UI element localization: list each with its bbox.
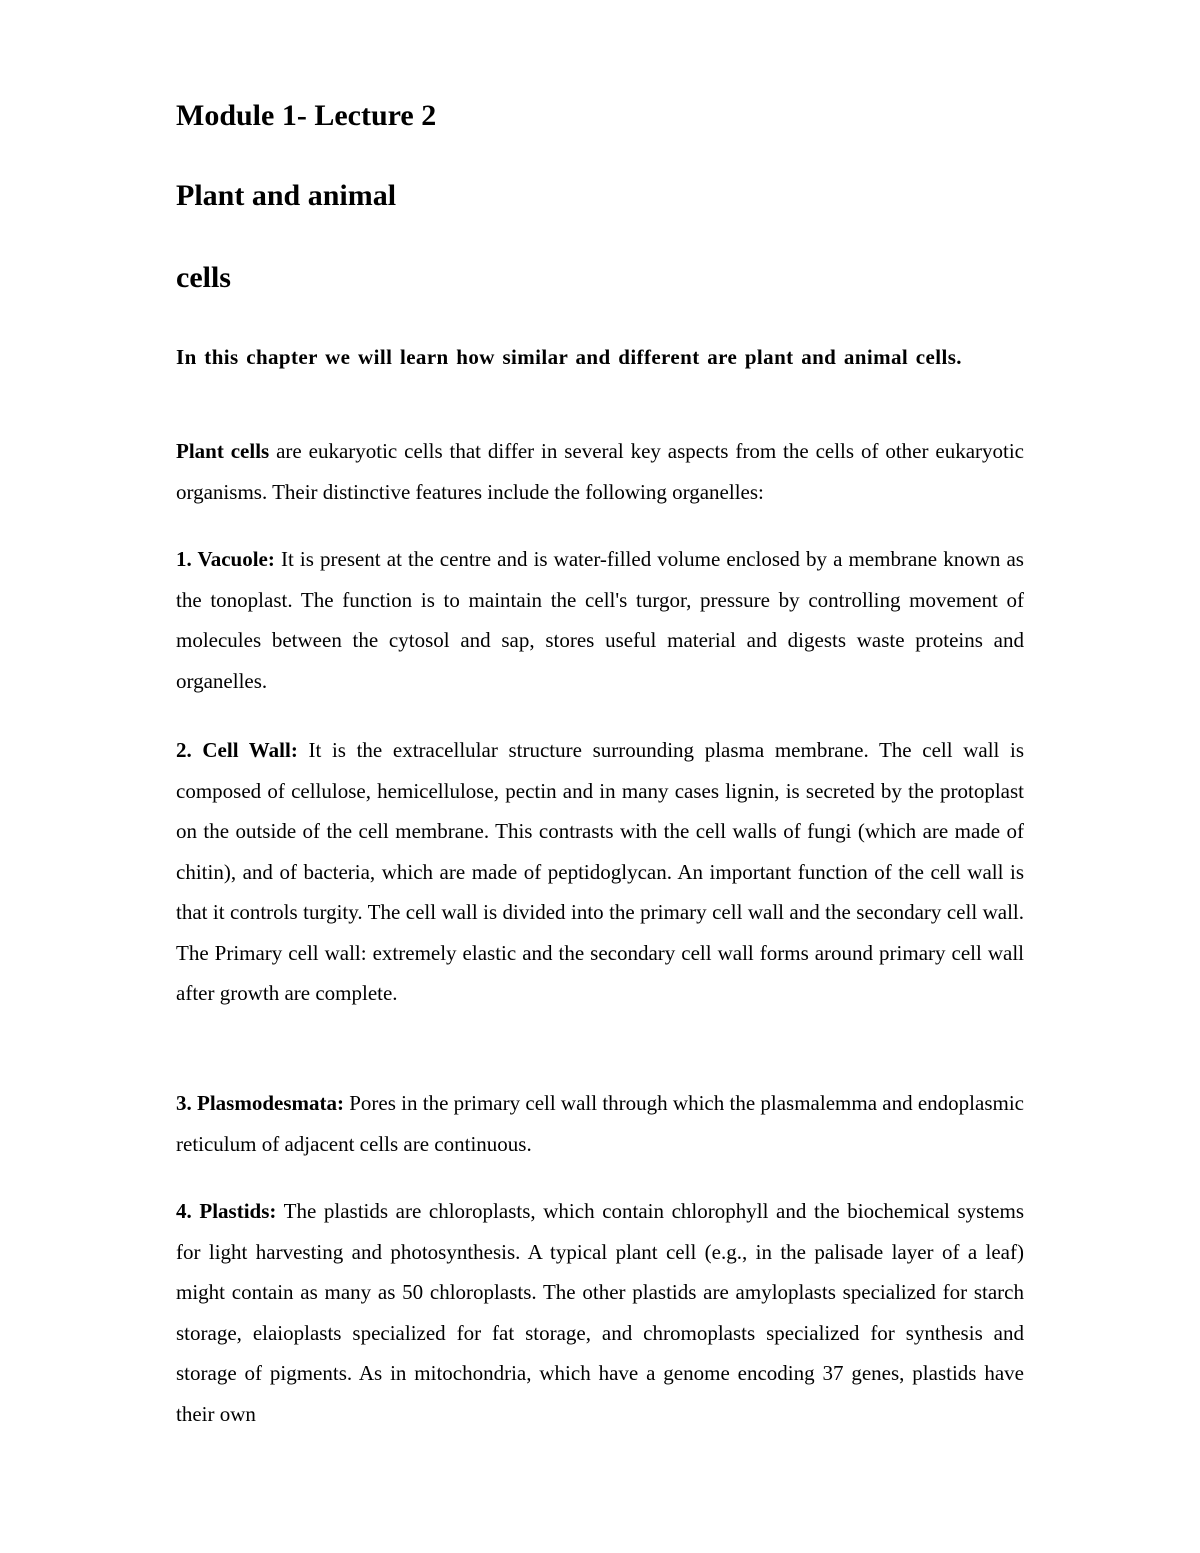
plastids-text: The plastids are chloroplasts, which contain chlorophyll and the biochemical systems for light harvesting and photosynthesis. A typical plant cell (e.g., in the palisade layer of a leaf) might contain as many as 50 chloroplasts. The other plastids are amyloplasts specialized for starch storage, elaioplasts specialized for fat storage, and chromoplasts specialized for synthesis and storage of pigments. As in mitochondria, which have a genome encoding 37 genes, plastids have their own	[176, 1199, 1024, 1426]
cell-wall-text: It is the extracellular structure surrounding plasma membrane. The cell wall is composed of cellulose, hemicellulose, pectin and in many cases lignin, is secreted by the protoplast on the outside of the cell membrane. This contrasts with the cell walls of fungi (which are made of chitin), and of bacteria, which are made of peptidoglycan. An important function of the cell wall is that it controls turgity. The cell wall is divided into the primary cell wall and the secondary cell wall. The Primary cell wall: extremely elastic and the secondary cell wall forms around primary cell wall after growth are complete.	[176, 738, 1025, 1005]
plasmodesmata-paragraph	[176, 1083, 1024, 1164]
plastids-paragraph	[176, 1191, 1024, 1434]
cell-wall-label: 2. Cell Wall:	[176, 738, 298, 762]
plastids-label: 4. Plastids:	[176, 1199, 277, 1223]
chapter-title-line-2: cells	[176, 261, 231, 294]
plasmodesmata-text: Pores in the primary cell wall through which the plasmalemma and endoplasmic reticulum of adjacent cells are continuous.	[176, 1091, 1024, 1156]
plant-cells-text: are eukaryotic cells that differ in several key aspects from the cells of other eukaryotic organisms. Their distinctive features include the following organelles:	[176, 439, 1024, 504]
plant-cells-paragraph	[176, 431, 1024, 512]
cell-wall-paragraph	[176, 730, 1024, 1014]
vacuole-label: 1. Vacuole:	[176, 547, 275, 571]
plant-cells-term: Plant cells	[176, 439, 270, 463]
vacuole-paragraph	[176, 539, 1024, 701]
page-title: Module 1- Lecture 2	[176, 99, 437, 132]
plasmodesmata-label: 3. Plasmodesmata:	[176, 1091, 344, 1115]
chapter-title-line-1: Plant and animal	[176, 179, 397, 212]
vacuole-text: It is present at the centre and is water-filled volume enclosed by a membrane known as the tonoplast. The function is to maintain the cell's turgor, pressure by controlling movement of molecules between the cytosol and sap, stores useful material and digests waste proteins and organelles.	[176, 547, 1024, 693]
intro-statement: In this chapter we will learn how similar and different are plant and animal cells.	[176, 345, 962, 369]
